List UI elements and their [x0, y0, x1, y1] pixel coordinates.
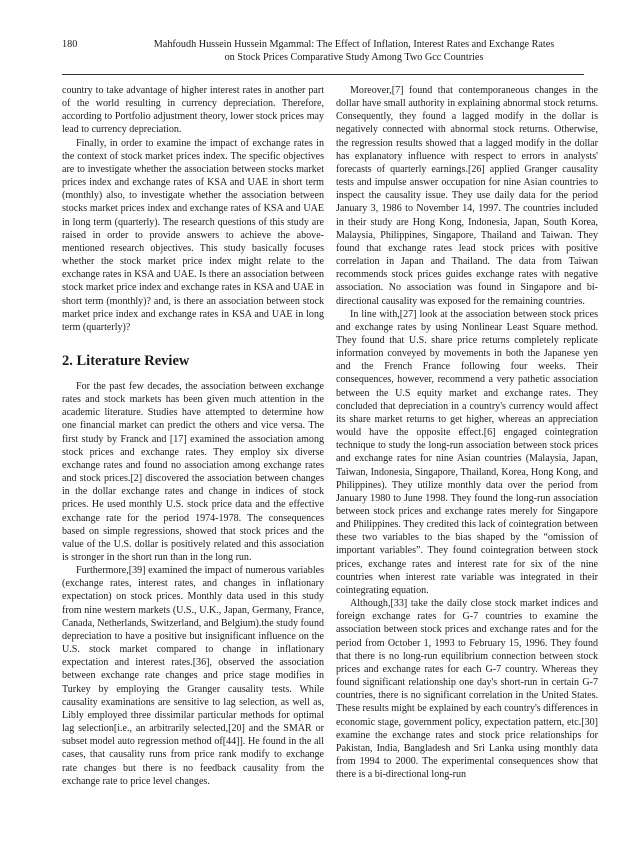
section-heading: 2. Literature Review: [62, 352, 190, 369]
running-header: [62, 38, 582, 72]
header-divider: [62, 74, 584, 75]
paragraph: In line with,[27] look at the association between stock prices and exchange rates by using Nonlinear Least Square method. They found that U.S. share price returns completely replicate information conveyed by movements in both the Japanese yen and the French France following four weeks. Their consequences, however, recommend a very pathetic association between the U.S equity market and exchange rates. They concluded that depreciation in a country's currency would affect its share market returns to get higher, whereas an appreciation would have the opposite effect.[6] engaged cointegration technique to study the long-run association between stock prices and exchange rates for nine Asian countries (Malaysia, Japan, Taiwan, Indonesia, Singapore, Thailand, Korea, Hong Kong, and Philippines). They utilize monthly data over the period from January 1980 to June 1998. They found the long-run association between stock prices and exchange rates merely for Singapore and Philippines. They credited this lack of cointegration between these two variables to the bias shaped by the “omission of important variables”. They found cointegration between stock prices, exchange rates and interest rate for six of the nine countries when interest rate variable was integrated in their cointegrating equation.: [336, 308, 598, 596]
paragraph: Finally, in order to examine the impact of exchange rates in the context of stock market prices index. The specific objectives are to investigate whether the association between stocks market prices index and exchange rates of KSA and UAE in short term (monthly) also, to investigate whether the association between stocks market prices index and exchange rates of KSA and UAE in long term (quarterly). The research questions of this study are raised in order to provide answers to achieve the above-mentioned research objectives. This study basically focuses whether the stock market price index might relate to the exchange rates in KSA and UAE. Is there an association between stock market price index and exchange rates in KSA and UAE in short term (monthly)? and, is there an association between stock market price index and exchange rates in KSA and UAE in long term (quarterly)?: [62, 137, 324, 333]
paragraph: Although,[33] take the daily close stock market indices and foreign exchange rates for G-7 countries to examine the association between stock prices and exchange rates and for the period from October 1, 1993 to February 15, 1996. They found that there is no long-run equilibrium connection between stock prices and exchange rates for each G-7 country. Whereas they found significant relationship one day's short-run in certain G-7 countries, there is no significant correlation in the United States. These results might be explained by each country's differences in economic stage, government policy, expectation pattern, etc.[30] examine the exchange rates and stock price relationships for Pakistan, India, Bangladesh and Sri Lanka using monthly data from 1994 to 2000. The experimental consequences show that there is a bi-directional long-run: [336, 598, 598, 781]
running-title-line-2: on Stock Prices Comparative Study Among Two Gcc Countries: [224, 52, 484, 63]
left-column: [62, 84, 324, 788]
right-column: [336, 84, 598, 781]
page-number: 180: [62, 39, 78, 50]
running-title-line-1: Mahfoudh Hussein Hussein Mgammal: The Effect of Inflation, Interest Rates and Exchange Rates: [153, 39, 555, 50]
paragraph: For the past few decades, the association between exchange rates and stock markets has been given much attention in the academic literature. Studies have attempted to determine how one financial market can predict the others and vice versa. The first study by Franck and [17] examined the association among stock prices and exchange rates. They employ six diverse exchange rates and found no association among exchange rates and stock prices.[2] discovered the association between changes in the dollar exchange rates and change in indices of stock prices. He used monthly U.S. stock price data and the effective exchange rate for the period 1974-1978. The consequences based on simple regressions, showed that stock prices and the value of the U.S. dollar is positively related and this association is stronger in the short run than in the long run.: [62, 380, 324, 563]
running-title: [126, 38, 582, 64]
paragraph: Furthermore,[39] examined the impact of numerous variables (exchange rates, interest rates, and changes in inflationary expectation) on stock prices. Monthly data used in this study from nine western markets (U.S., U.K., Japan, Germany, France, Canada, Netherlands, Switzerland, and Belgium).the study found depreciation to have a positive but insignificant influence on the U.S. stock market compared to change in inflationary expectation and interest rates.[36], observed the association between exchange rate changes and price stage modifies in Turkey by employing the Granger causality tests. While causality examinations are sensitive to lag selection, as well as, Libly employed three dissimilar particular methods for optimal lag selection[i.e., an arbitrarily selected,[20] and the SMAR or subset model auto regression method of[44]]. He found in the all cases, that causality runs from price rank modify to exchange rate changes but there is no feedback causality from the exchange rate to price level changes.: [62, 565, 324, 787]
paragraph: country to take advantage of higher interest rates in another part of the world resulting in currency depreciation. Therefore, according to Portfolio adjustment theory, lower stock prices may lead to currency depreciation.: [62, 85, 324, 136]
paragraph: Moreover,[7] found that contemporaneous changes in the dollar have small authority in explaining abnormal stock returns. Consequently, they found a lagged modify in the dollar is negatively connected with abnormal stock returns. Otherwise, the regression results showed that a lagged modify in the dollar has explanatory influence with respect to errors in analysts' forecasts of quarterly earnings.[26] applied Granger causality tests and impulse answer occupation for nine Asian countries to inspect the causality issue. They use daily data for the period January 3, 1986 to November 14, 1997. The countries included in their study are Hong Kong, Indonesia, Japan, South Korea, Malaysia, Philippines, Singapore, Thailand and Taiwan. They found that exchange rates lead stock prices with positive correlation in Japan and Thailand. The data from Taiwan recommends stock prices guides exchange rates with negative association. No association was found in Singapore and bi-directional causality was exposed for the remaining countries.: [336, 85, 598, 307]
